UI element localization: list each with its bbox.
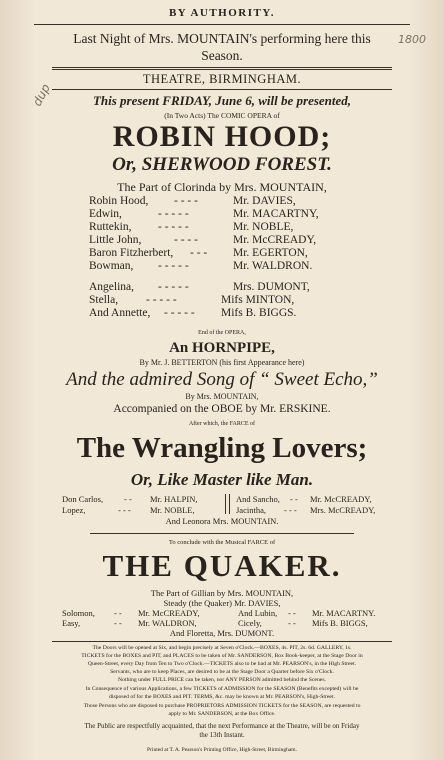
- cast-dashes: - - - - -: [158, 208, 189, 220]
- acts-line: (In Two Acts) The COMIC OPERA of: [164, 111, 280, 120]
- notices-rule: [52, 641, 392, 642]
- cast-actor: Mrs. DUMONT,: [233, 281, 310, 293]
- cast-actor: Mr. EGERTON,: [233, 247, 308, 259]
- notice-line: Those Persons who are disposed to purchase PROPRIETORS ADMISSION TICKETS for the SEASON, are requested to: [83, 703, 361, 709]
- notice-line: The Doors will be opened at Six, and begin precisely at Seven o'Clock.—BOXES, 4s. PIT, 2s. 6d. GALLERY, 1s.: [92, 645, 352, 651]
- double-rule: [52, 67, 392, 70]
- leonora-line: And Leonora Mrs. MOUNTAIN.: [165, 516, 279, 526]
- cast-role: Jacintha,: [236, 505, 266, 515]
- cast-actor: Mr. NOBLE,: [233, 221, 294, 233]
- cast-dashes: - - -: [190, 247, 208, 259]
- end-of-opera: End of the OPERA,: [198, 330, 246, 336]
- cast-role: Bowman,: [89, 260, 134, 272]
- final-notice-line: The Public are respectfully acquainted, that the next Performance at the Theatre, will be on Friday: [84, 722, 360, 730]
- cast-actor: Mr. MACARTNY,: [233, 208, 319, 220]
- cast-role: Don Carlos,: [62, 494, 104, 504]
- cast-actor: Mrs. McCREADY,: [310, 505, 376, 515]
- notice-line: TICKETS for the BOXES and PIT, and PLACES to be taken of Mr. SANDERSON, Box Book-keeper, at the Stage Door in: [81, 653, 363, 659]
- final-notice-line: the 13th Instant.: [199, 731, 245, 739]
- cast-dashes: - -: [114, 608, 122, 618]
- notice-line: apply to Mr. SANDERSON, at the Box Office.: [168, 711, 276, 717]
- cast-role: Baron Fitzherbert,: [89, 247, 174, 259]
- cast-actor: Mr. MACARTNY.: [312, 608, 376, 618]
- printer-line: Printed at T. A. Pearson's Printing Office, High-Street, Birmingham.: [147, 747, 297, 753]
- cast-dashes: - - - - -: [158, 221, 189, 233]
- cast-role: Ruttekin,: [89, 221, 132, 233]
- handwritten-year: 1800: [398, 33, 426, 46]
- cast-actor: Mr. WALDRON.: [233, 260, 313, 272]
- clorinda-line: The Part of Clorinda by Mrs. MOUNTAIN,: [117, 180, 327, 194]
- song-by: By Mrs. MOUNTAIN,: [185, 392, 259, 401]
- opera-subtitle: Or, SHERWOOD FOREST.: [112, 154, 332, 175]
- cast-dashes: - - - - -: [158, 281, 189, 293]
- cast-dashes: - - - - -: [164, 307, 195, 319]
- song-line: And the admired Song of “ Sweet Echo,”: [66, 369, 378, 390]
- gillian-line: The Part of Gillian by Mrs. MOUNTAIN,: [150, 588, 294, 598]
- cast-actor: Mr. WALDRON,: [138, 618, 197, 628]
- farce-rule: [90, 533, 354, 534]
- cast-actor: Mifs B. BIGGS,: [312, 618, 368, 628]
- last-night-line: Last Night of Mrs. MOUNTAIN's performing here this: [73, 31, 371, 46]
- column-divider: [225, 494, 230, 514]
- cast-dashes: - - - -: [174, 195, 198, 207]
- cast-role: And Annette,: [89, 307, 151, 319]
- authority-line: BY AUTHORITY.: [168, 7, 276, 19]
- opera-title: ROBIN HOOD;: [112, 120, 332, 153]
- notice-line: In Consequence of various Applications, a few TICKETS of ADMISSION for the SEASON (Benefits excepted) will be: [85, 686, 359, 692]
- notice-line: Queen-Street, every Day from Ten to Two o'Clock.—TICKETS also to be had at Mr. PEARSON's, in the High Street.: [87, 661, 357, 667]
- steady-line: Steady (the Quaker) Mr. DAVIES,: [163, 598, 281, 608]
- hornpipe-by: By Mr. J. BETTERTON (his first Appearance here): [139, 358, 305, 367]
- cast-role: Edwin,: [89, 208, 122, 220]
- hornpipe: An HORNPIPE,: [169, 340, 275, 356]
- cast-dashes: - - - - -: [158, 260, 189, 272]
- notice-line: Nothing under FULL PRICE can be taken, nor ANY PERSON admitted behind the Scenes.: [118, 677, 326, 683]
- conclude-line: To conclude with the Musical FARCE of: [168, 539, 276, 546]
- quaker-title: THE QUAKER.: [102, 548, 342, 583]
- notice-line: disposed of for the BOXES and PIT. TERMS, &c. may be known at Mr. PEARSON's, High-Street.: [109, 694, 335, 700]
- cast-actor: Mr. HALPIN,: [150, 494, 198, 504]
- cast-dashes: - -: [288, 608, 296, 618]
- cast-actor: Mr. NOBLE,: [150, 505, 195, 515]
- pencil-note: dup: [29, 81, 53, 109]
- cast-dashes: - - -: [118, 505, 131, 515]
- cast-actor: Mr. McCREADY,: [233, 234, 317, 246]
- date-line: This present FRIDAY, June 6, will be presented,: [92, 93, 352, 108]
- after-which: After which, the FARCE of: [188, 421, 256, 427]
- farce-subtitle: Or, Like Master like Man.: [130, 470, 314, 489]
- cast-role: Solomon,: [62, 608, 95, 618]
- accompanied: Accompanied on the OBOE by Mr. ERSKINE.: [113, 403, 331, 415]
- cast-role: Easy,: [62, 618, 81, 628]
- cast-dashes: - - - -: [174, 234, 198, 246]
- cast-role: Little John,: [89, 234, 142, 246]
- cast-role: Robin Hood,: [89, 195, 149, 207]
- theatre-name: THEATRE, BIRMINGHAM.: [142, 72, 302, 86]
- cast-dashes: - - -: [284, 505, 297, 515]
- cast-actor: Mr. McCREADY,: [138, 608, 200, 618]
- cast-role: Lopez,: [62, 505, 86, 515]
- cast-dashes: - - - - -: [146, 294, 177, 306]
- cast-role: Stella,: [89, 294, 119, 306]
- season-line: Season.: [201, 48, 243, 63]
- cast-dashes: - -: [288, 618, 296, 628]
- cast-role: And Sancho,: [236, 494, 280, 504]
- cast-dashes: - -: [114, 618, 122, 628]
- floretta-line: And Floretta, Mrs. DUMONT.: [169, 628, 275, 638]
- cast-actor: Mr. DAVIES,: [233, 195, 296, 207]
- cast-role: And Lubin,: [238, 608, 278, 618]
- cast-dashes: - -: [124, 494, 132, 504]
- cast-actor: Mifs B. BIGGS.: [221, 307, 297, 319]
- notice-line: Servants, who are to keep Places, are desired to be at the Stage Door a Quarter before Six o'Clock.: [110, 669, 334, 675]
- cast-dashes: - -: [290, 494, 298, 504]
- cast-actor: Mifs MINTON,: [221, 294, 295, 306]
- cast-role: Cicely,: [238, 618, 262, 628]
- theatre-rule: [52, 89, 392, 90]
- farce-title: The Wrangling Lovers;: [76, 432, 368, 464]
- cast-role: Angelina,: [89, 281, 135, 293]
- top-rule: [34, 24, 410, 25]
- cast-actor: Mr. McCREADY,: [310, 494, 372, 504]
